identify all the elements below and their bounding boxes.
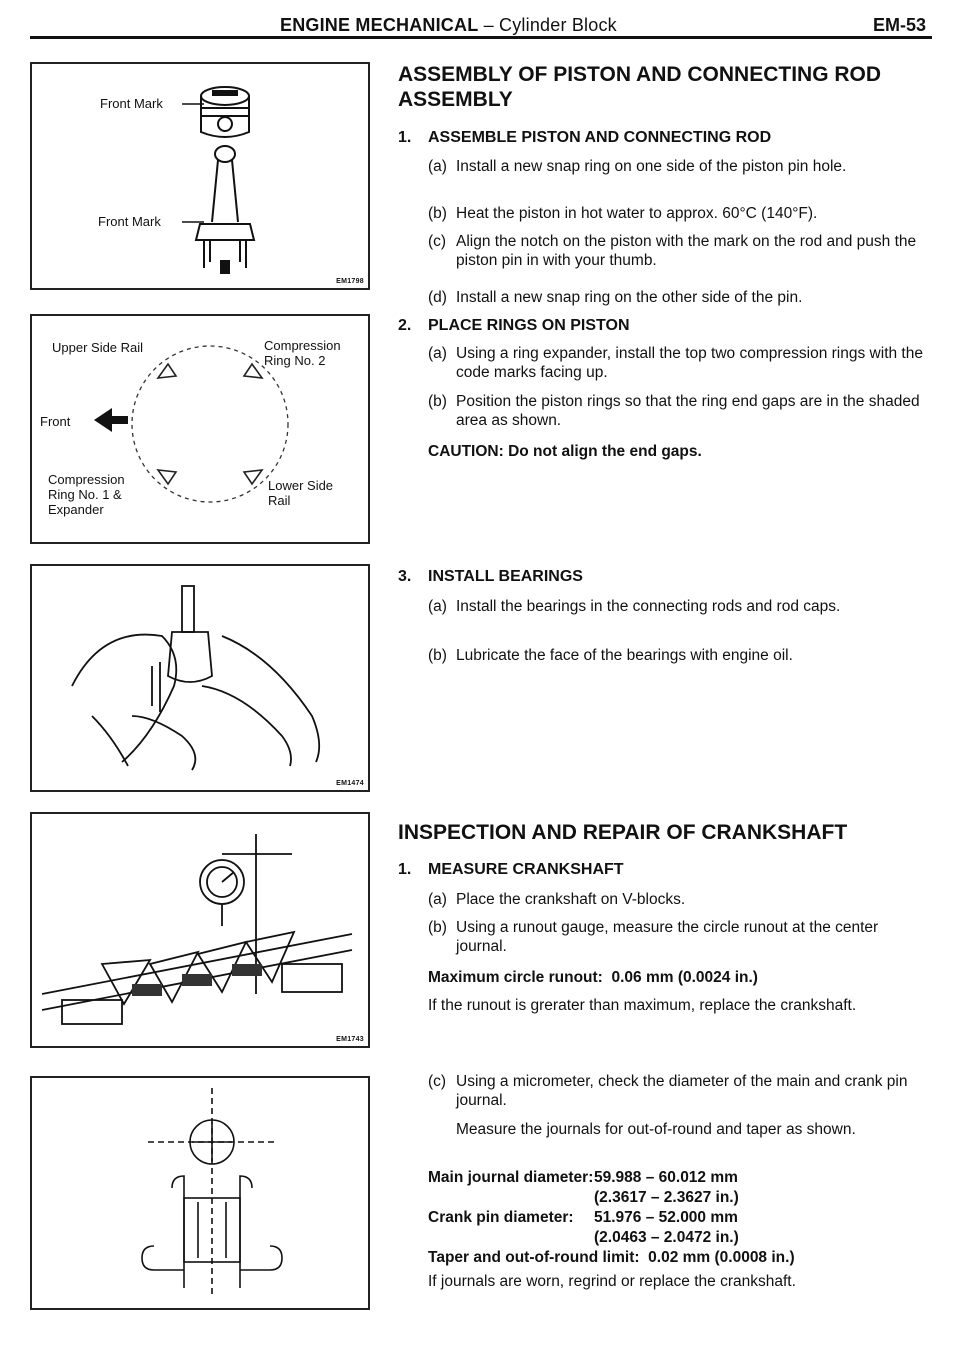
taper-limit-spec: Taper and out-of-round limit: 0.02 mm (0.0008 in.) [428, 1249, 795, 1266]
step-title-install-bearings: INSTALL BEARINGS [428, 568, 583, 585]
header-rule [30, 36, 932, 39]
step-number: 2. [398, 317, 412, 334]
figure-ring-gaps [30, 314, 370, 544]
step-title-assemble: ASSEMBLE PISTON AND CONNECTING ROD [428, 129, 772, 146]
page-header [30, 12, 932, 38]
main-journal-value-mm: 59.988 – 60.012 mm [594, 1169, 738, 1186]
lower-side-rail-label: Lower Side Rail [268, 478, 334, 508]
step-title-place-rings: PLACE RINGS ON PISTON [428, 317, 630, 334]
upper-side-rail-label: Upper Side Rail [52, 340, 144, 355]
step-item: (c) Align the notch on the piston with the mark on the rod and push the piston pin in with your thumb. [428, 233, 917, 269]
step-item: (b) Lubricate the face of the bearings with engine oil. [428, 647, 793, 664]
step-item: (a) Install the bearings in the connecting rods and rod caps. [428, 598, 841, 615]
figure-journal-measurement [30, 1076, 370, 1310]
journal-measure-note: Measure the journals for out-of-round and taper as shown. [456, 1121, 856, 1138]
section-title-assembly: ASSEMBLY OF PISTON AND CONNECTING ROD ASSEMBLY [398, 63, 882, 111]
runout-note: If the runout is grerater than maximum, replace the crankshaft. [428, 997, 857, 1014]
step-item: (b) Position the piston rings so that the ring end gaps are in the shaded area as shown. [428, 393, 920, 429]
step-title-measure-crankshaft: MEASURE CRANKSHAFT [428, 861, 624, 878]
compression-ring-1-label: Compression Ring No. 1 & Expander [48, 472, 125, 517]
figure-code: EM1474 [336, 780, 364, 787]
main-journal-value-in: (2.3617 – 2.3627 in.) [594, 1189, 739, 1206]
step-number: 1. [398, 129, 412, 146]
step-item: (a) Place the crankshaft on V-blocks. [428, 891, 686, 908]
caution-note: CAUTION: Do not align the end gaps. [428, 443, 702, 460]
main-journal-label: Main journal diameter: [428, 1169, 594, 1186]
front-mark-rod-label: Front Mark [98, 214, 161, 229]
front-label: Front [40, 414, 71, 429]
crankshaft-runout-illustration [32, 814, 368, 1046]
step-number: 3. [398, 568, 412, 585]
step-item: (c) Using a micrometer, check the diameter of the main and crank pin journal. [428, 1073, 908, 1109]
section-title-crankshaft: INSPECTION AND REPAIR OF CRANKSHAFT [398, 821, 848, 844]
figure-bearing-install [30, 564, 370, 792]
page-title: ENGINE MECHANICAL – Cylinder Block [280, 15, 617, 35]
figure-code: EM1743 [336, 1036, 364, 1043]
max-runout-spec: Maximum circle runout: 0.06 mm (0.0024 in.) [428, 969, 758, 986]
crank-pin-label: Crank pin diameter: [428, 1209, 574, 1226]
step-item: (b) Heat the piston in hot water to approx. 60°C (140°F). [428, 205, 818, 222]
crank-pin-value-in: (2.0463 – 2.0472 in.) [594, 1229, 739, 1246]
journal-measurement-diagram [32, 1078, 368, 1308]
front-arrow-icon [94, 408, 128, 432]
front-mark-piston-label: Front Mark [100, 96, 163, 111]
page-number: EM-53 [872, 15, 926, 35]
piston-rod-illustration [32, 64, 368, 288]
figure-code: EM1798 [336, 278, 364, 285]
step-item: (a) Install a new snap ring on one side of the piston pin hole. [428, 158, 847, 175]
step-item: (b) Using a runout gauge, measure the circle runout at the center journal. [428, 919, 879, 955]
step-number: 1. [398, 861, 412, 878]
step-item: (d) Install a new snap ring on the other side of the pin. [428, 289, 803, 306]
worn-journal-note: If journals are worn, regrind or replace the crankshaft. [428, 1273, 796, 1290]
figure-piston-rod [30, 62, 370, 290]
figure-crankshaft-runout [30, 812, 370, 1048]
crank-pin-value-mm: 51.976 – 52.000 mm [594, 1209, 738, 1226]
bearing-install-illustration [32, 566, 368, 790]
content-column [398, 62, 928, 1322]
compression-ring-2-label: Compression Ring No. 2 [264, 338, 341, 368]
step-item: (a) Using a ring expander, install the top two compression rings with the code marks facing up. [428, 345, 923, 381]
